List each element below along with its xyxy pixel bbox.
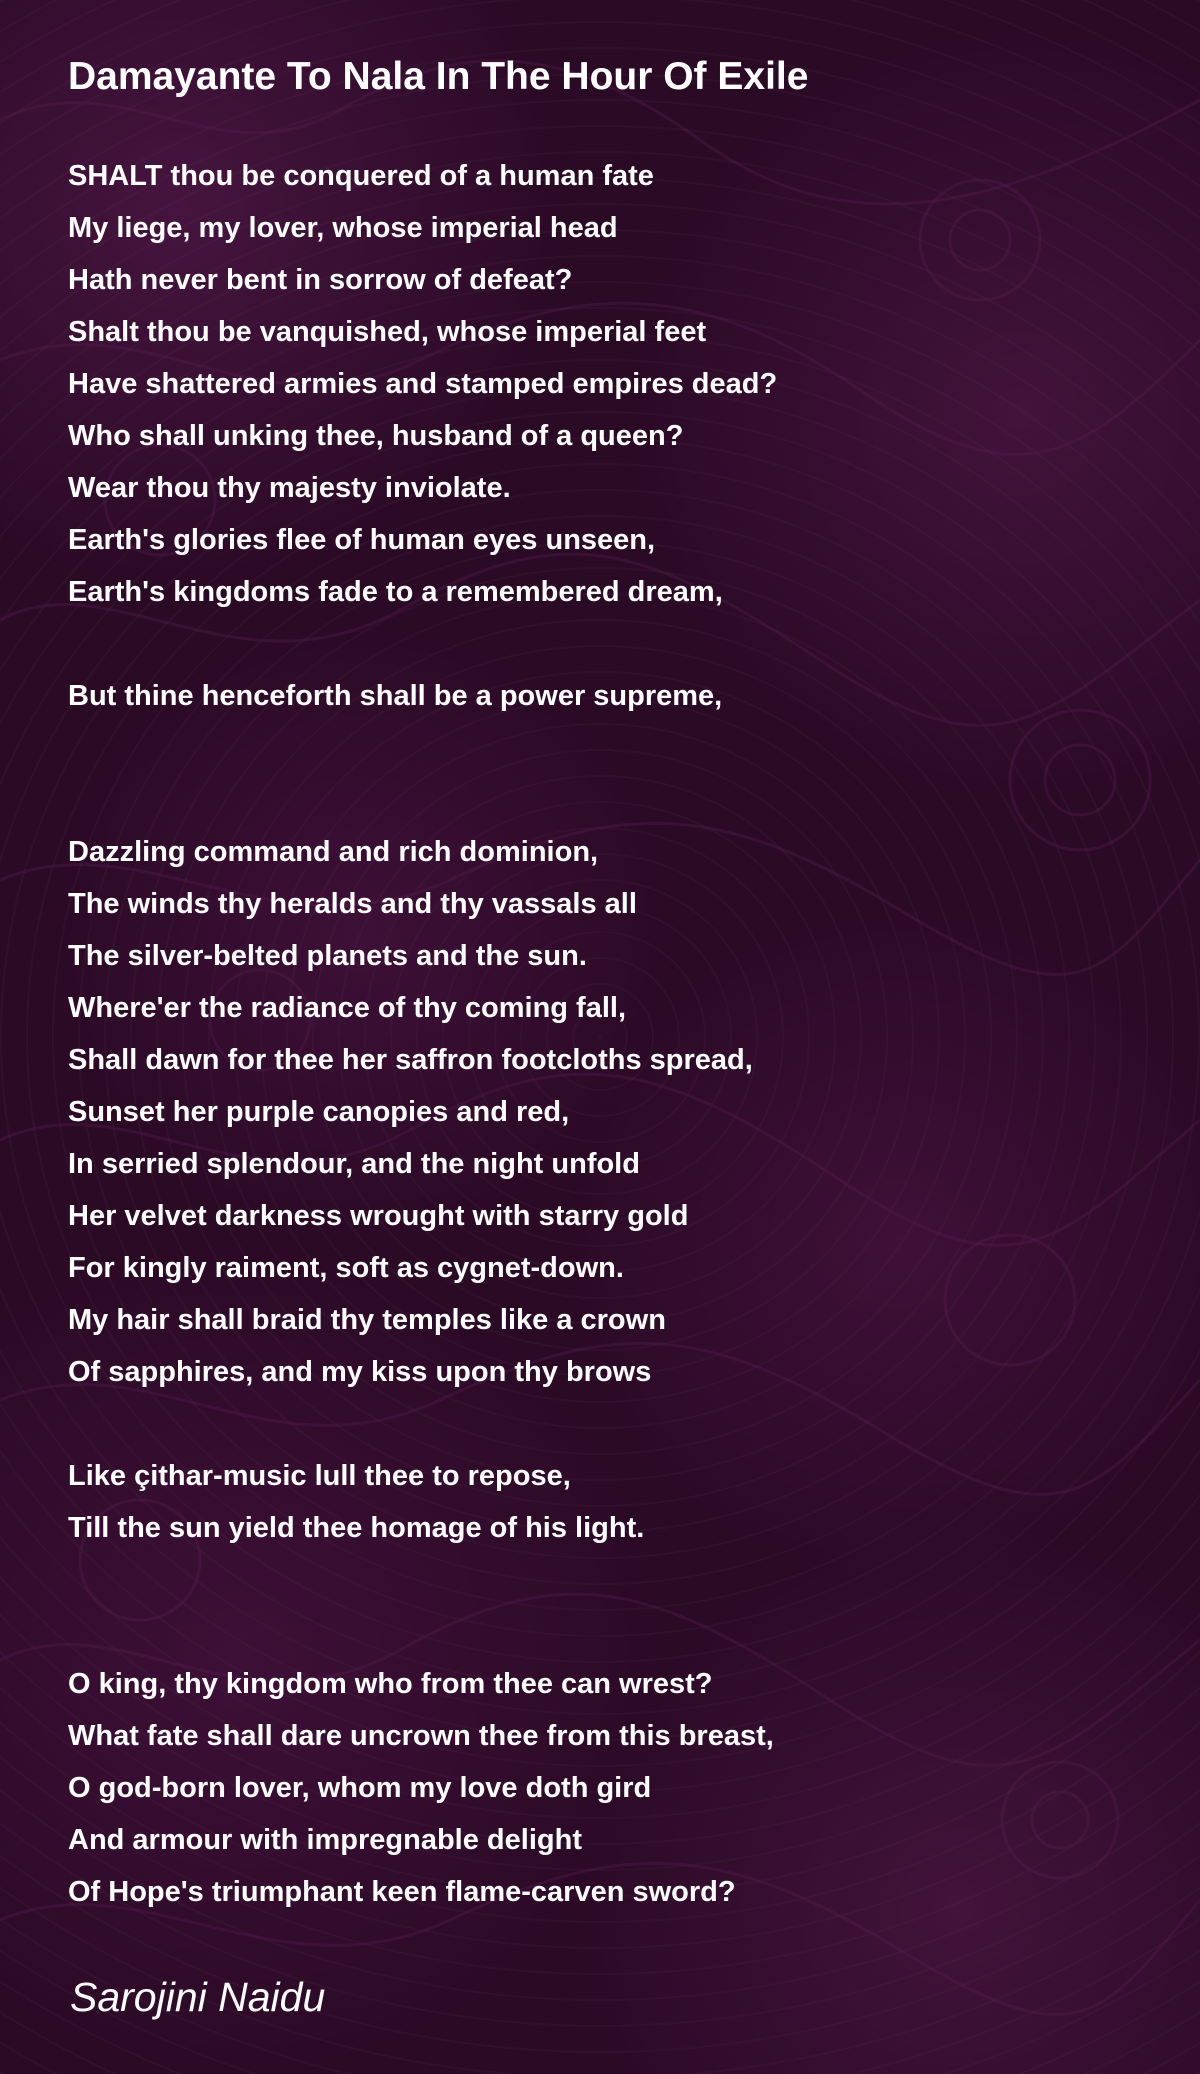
poem-line: Till the sun yield thee homage of his light.	[68, 1512, 645, 1544]
poem-line: The winds thy heralds and thy vassals all	[68, 888, 637, 920]
poem-line: SHALT thou be conquered of a human fate	[68, 160, 654, 192]
stanza-4	[68, 1450, 644, 1554]
poem-line: My hair shall braid thy temples like a crown	[68, 1304, 666, 1336]
poem-line: In serried splendour, and the night unfold	[68, 1148, 640, 1180]
poem-line: Wear thou thy majesty inviolate.	[68, 472, 511, 504]
poem-line: Earth's kingdoms fade to a remembered dream,	[68, 576, 723, 608]
poem-line: Dazzling command and rich dominion,	[68, 836, 599, 868]
stanza-5	[68, 1658, 774, 1918]
poem-line: Who shall unking thee, husband of a queen?	[68, 420, 684, 452]
poem-line: Of Hope's triumphant keen flame-carven sword?	[68, 1876, 736, 1908]
poem-line: My liege, my lover, whose imperial head	[68, 212, 618, 244]
poem-line: Shalt thou be vanquished, whose imperial feet	[68, 316, 707, 348]
poem-line: The silver-belted planets and the sun.	[68, 940, 587, 972]
poem-line: Where'er the radiance of thy coming fall,	[68, 992, 627, 1024]
poem-line: Of sapphires, and my kiss upon thy brows	[68, 1356, 652, 1388]
poem-line: Have shattered armies and stamped empires dead?	[68, 368, 778, 400]
stanza-1	[68, 150, 777, 618]
poem-line: Earth's glories flee of human eyes unseen,	[68, 524, 656, 556]
poem-line: Shall dawn for thee her saffron footcloths spread,	[68, 1044, 753, 1076]
poem-line: And armour with impregnable delight	[68, 1824, 582, 1856]
stanza-3	[68, 826, 753, 1398]
stanza-2	[68, 670, 722, 722]
poem-line: Like çithar-music lull thee to repose,	[68, 1460, 571, 1492]
poem-line: But thine henceforth shall be a power supreme,	[68, 680, 723, 712]
poem-line: What fate shall dare uncrown thee from this breast,	[68, 1720, 774, 1752]
poem-author: Sarojini Naidu	[70, 1974, 326, 2020]
poem-line: Hath never bent in sorrow of defeat?	[68, 264, 573, 296]
poem-line: Her velvet darkness wrought with starry gold	[68, 1200, 689, 1232]
poem-line: Sunset her purple canopies and red,	[68, 1096, 570, 1128]
poem-line: O god-born lover, whom my love doth gird	[68, 1772, 652, 1804]
poem-title: Damayante To Nala In The Hour Of Exile	[68, 55, 809, 98]
poem-line: For kingly raiment, soft as cygnet-down.	[68, 1252, 624, 1284]
poem-line: O king, thy kingdom who from thee can wrest?	[68, 1668, 713, 1700]
